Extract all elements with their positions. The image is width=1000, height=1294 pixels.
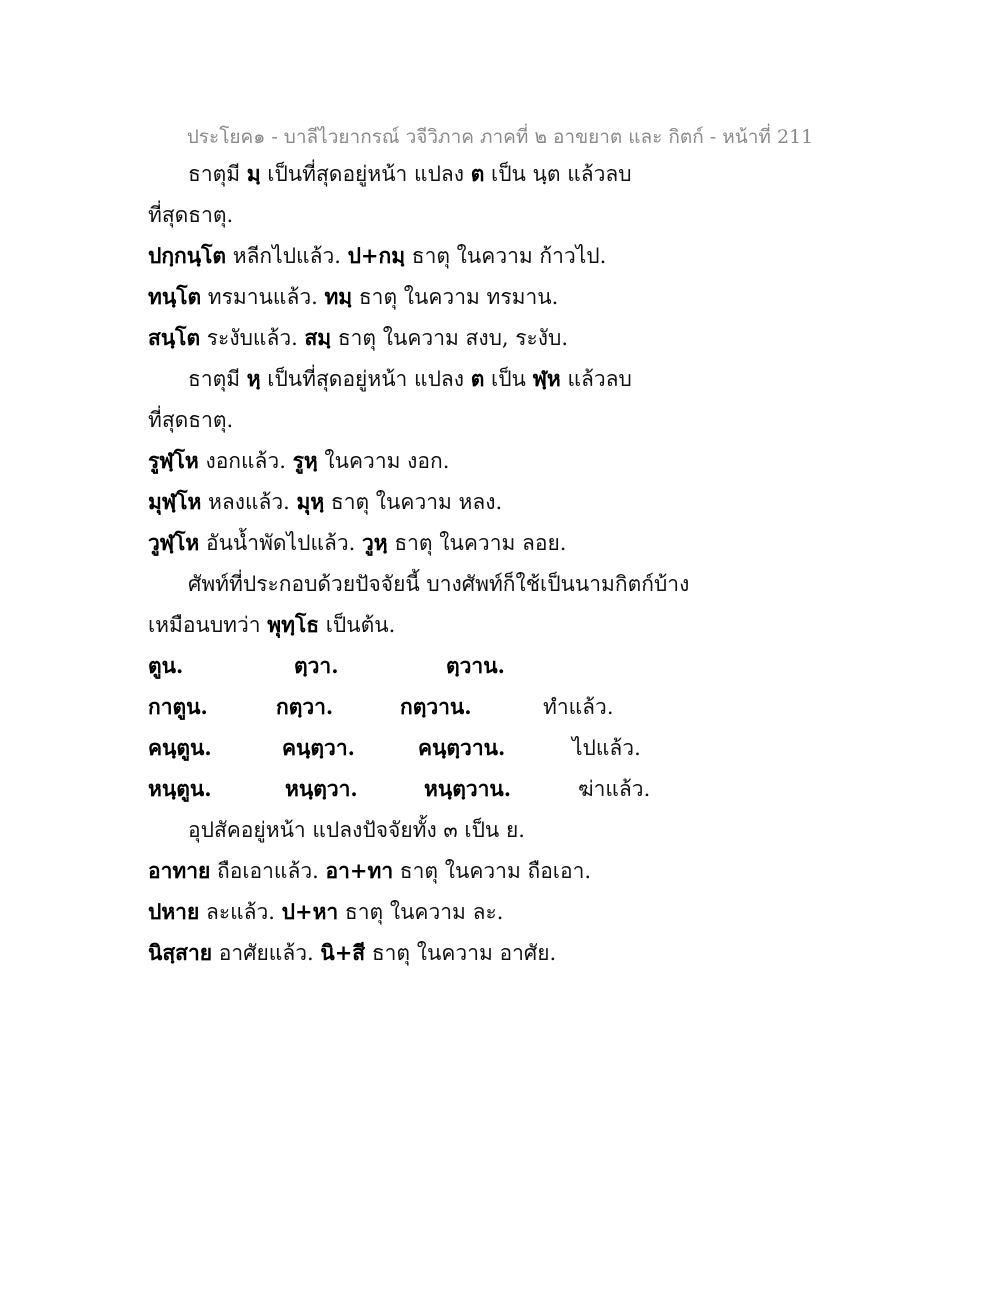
entry-gloss: ธาตุ ในความ หลง.	[324, 490, 503, 514]
entry-root: ทมฺ	[324, 284, 353, 309]
bold-term: ต	[470, 161, 485, 186]
entry-gloss: ธาตุ ในความ ถือเอา.	[393, 859, 592, 883]
table-cell: กตฺวาน.	[400, 694, 472, 719]
entry-word: ปกฺกนฺโต	[148, 243, 227, 268]
text: เป็น นฺต แล้วลบ	[484, 162, 632, 186]
table-cell: คนฺตูน.	[148, 735, 212, 760]
entry-gloss: ธาตุ ในความ ทรมาน.	[352, 285, 559, 309]
table-cell: หนฺตฺวา.	[285, 776, 358, 801]
entry-line	[148, 939, 556, 967]
table-cell: หนฺตูน.	[148, 776, 212, 801]
entry-root: ป+หา	[281, 899, 339, 924]
bold-term: ฬฺห	[532, 366, 561, 391]
paragraph-line	[188, 365, 632, 393]
entry-meaning: ทรมานแล้ว.	[201, 285, 325, 309]
table-cell: หนฺตฺวาน.	[424, 776, 512, 801]
entry-word: มุฬฺโห	[148, 489, 202, 514]
entry-root: นิ+สี	[320, 940, 366, 965]
page-header: ประโยค๑ - บาลีไวยากรณ์ วจีวิภาค ภาคที่ ๒ อาขยาต และ กิตก์ - หน้าที่ 211	[186, 126, 814, 148]
text: ธาตุมี	[188, 162, 247, 186]
entry-word: นิสฺสาย	[148, 940, 213, 965]
table-header-cell: ตูน.	[148, 653, 184, 678]
entry-word: ทนฺโต	[148, 284, 202, 309]
table-meaning: ทำแล้ว.	[543, 695, 614, 719]
entry-meaning: หลงแล้ว.	[201, 490, 297, 514]
paragraph-line	[188, 160, 632, 188]
entry-gloss: ธาตุ ในความ ก้าวไป.	[405, 244, 607, 268]
entry-line	[148, 529, 566, 557]
entry-gloss: ธาตุ ในความ ละ.	[338, 900, 504, 924]
entry-line	[148, 488, 502, 516]
entry-word: สนฺโต	[148, 325, 201, 350]
entry-root: ป+กมฺ	[347, 243, 406, 268]
bold-term: มฺ	[246, 161, 261, 186]
entry-line	[148, 447, 449, 475]
bold-term: ต	[470, 366, 485, 391]
entry-gloss: ในความ งอก.	[317, 449, 450, 473]
entry-word: รูฬฺโห	[148, 448, 199, 473]
entry-line	[148, 324, 568, 352]
entry-line	[148, 898, 503, 926]
table-meaning: ฆ่าแล้ว.	[578, 777, 651, 801]
paragraph-line: ศัพท์ที่ประกอบด้วยปัจจัยนี้ บางศัพท์ก็ใช้เป็นนามกิตก์บ้าง	[188, 572, 690, 596]
paragraph-line: อุปสัคอยู่หน้า แปลงปัจจัยทั้ง ๓ เป็น ย.	[188, 818, 525, 842]
text: เหมือนบทว่า	[148, 613, 268, 637]
entry-meaning: อาศัยแล้ว.	[212, 941, 321, 965]
entry-gloss: ธาตุ ในความ สงบ, ระงับ.	[331, 326, 569, 350]
entry-gloss: ธาตุ ในความ อาศัย.	[365, 941, 557, 965]
paragraph-line: ที่สุดธาตุ.	[148, 203, 234, 227]
entry-meaning: ละแล้ว.	[199, 900, 282, 924]
text: เป็นต้น.	[319, 613, 396, 637]
entry-root: อา+ทา	[325, 858, 394, 883]
paragraph-line: ที่สุดธาตุ.	[148, 408, 234, 432]
text: แล้วลบ	[560, 367, 632, 391]
entry-word: วูฬฺโห	[148, 530, 200, 555]
text: ธาตุมี	[188, 367, 247, 391]
entry-line	[148, 242, 606, 270]
table-cell: คนฺตฺวา.	[282, 735, 355, 760]
table-cell: กตฺวา.	[276, 694, 334, 719]
paragraph-line	[148, 611, 395, 639]
entry-meaning: อันน้ำพัดไปแล้ว.	[199, 531, 362, 555]
entry-gloss: ธาตุ ในความ ลอย.	[387, 531, 567, 555]
entry-root: วูหฺ	[362, 530, 388, 555]
entry-root: มุหฺ	[296, 489, 325, 514]
table-cell: คนฺตฺวาน.	[418, 735, 506, 760]
entry-word: ปหาย	[148, 899, 200, 924]
entry-meaning: หลีกไปแล้ว.	[226, 244, 348, 268]
text: เป็นที่สุดอยู่หน้า แปลง	[260, 162, 471, 186]
entry-word: อาทาย	[148, 858, 211, 883]
entry-meaning: งอกแล้ว.	[198, 449, 293, 473]
table-header-cell: ตฺวา.	[294, 653, 339, 678]
text: เป็นที่สุดอยู่หน้า แปลง	[260, 367, 471, 391]
entry-line	[148, 283, 558, 311]
entry-meaning: ระงับแล้ว.	[200, 326, 305, 350]
entry-line	[148, 857, 591, 885]
table-cell: กาตูน.	[148, 694, 208, 719]
bold-term: หฺ	[246, 366, 261, 391]
bold-term: พุทฺโธ	[267, 612, 320, 637]
entry-meaning: ถือเอาแล้ว.	[210, 859, 326, 883]
entry-root: สมฺ	[304, 325, 332, 350]
table-header-cell: ตฺวาน.	[446, 653, 505, 678]
entry-root: รูหฺ	[292, 448, 318, 473]
text: เป็น	[484, 367, 533, 391]
table-meaning: ไปแล้ว.	[572, 736, 641, 760]
